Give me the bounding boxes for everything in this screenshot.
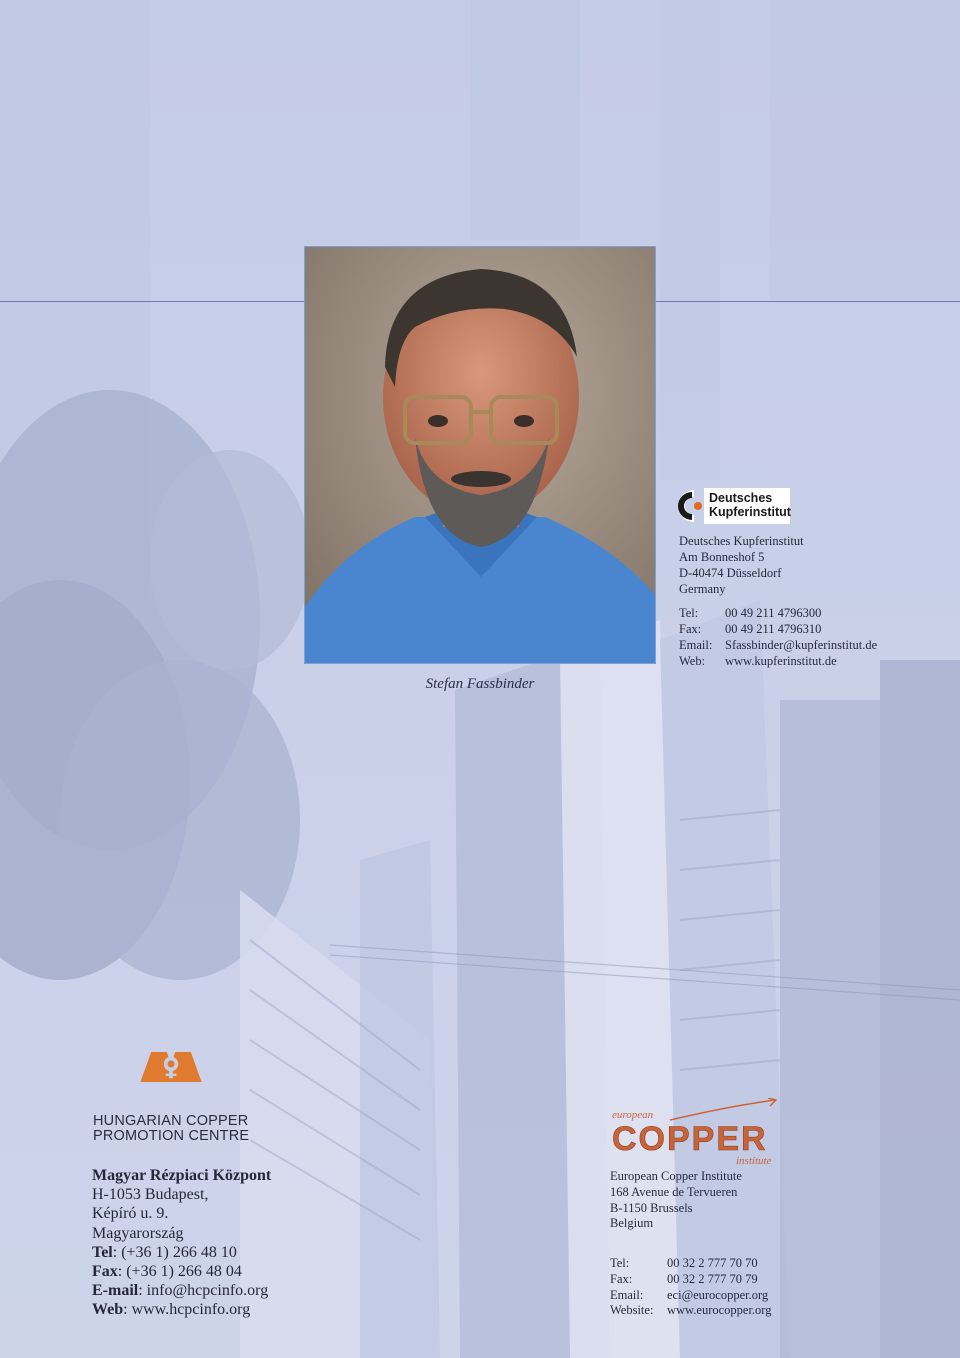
eci-contact-label: Fax: xyxy=(610,1271,633,1286)
eci-contact-row xyxy=(610,1288,772,1304)
hcpc-address xyxy=(92,1166,271,1320)
dki-email-link[interactable]: Sfassbinder@kupferinstitut.de xyxy=(725,638,878,652)
eci-logo-bottom: institute xyxy=(736,1155,772,1167)
dki-logo-line2: Kupferinstitut xyxy=(709,505,791,519)
rule-right xyxy=(656,301,960,302)
eci-address-line: Belgium xyxy=(610,1216,654,1231)
dki-contact-label: Tel: xyxy=(679,606,699,620)
hcpc-contact-label: Web xyxy=(92,1301,124,1319)
dki-contact-label: Web: xyxy=(679,654,706,668)
dki-contact-value: 00 49 211 4796310 xyxy=(725,622,822,636)
hcpc-logo-text xyxy=(93,1114,249,1144)
eci-contact xyxy=(610,1256,772,1319)
dki-contact-value: 00 49 211 4796300 xyxy=(725,606,822,620)
hcpc-contact-label: E-mail xyxy=(92,1282,139,1300)
eci-address-line: European Copper Institute xyxy=(610,1169,742,1183)
eci-logo-main: COPPER xyxy=(612,1120,768,1158)
eci-contact-row xyxy=(610,1256,772,1272)
dki-address-line: D-40474 Düsseldorf xyxy=(679,566,782,580)
portrait-photo xyxy=(304,246,656,664)
eci-contact-value: 00 32 2 777 70 70 xyxy=(667,1256,758,1270)
dki-contact-row xyxy=(679,653,877,669)
eci-contact-label: Email: xyxy=(610,1287,644,1302)
eci-address xyxy=(610,1169,742,1232)
eci-address-line: B-1150 Brussels xyxy=(610,1200,693,1215)
eci-contact-row xyxy=(610,1272,772,1288)
hcpc-contact-row xyxy=(92,1281,271,1300)
hcpc-address-line: Magyarország xyxy=(92,1224,184,1242)
dki-contact-row xyxy=(679,637,877,653)
eci-email-link[interactable]: eci@eurocopper.org xyxy=(667,1287,769,1302)
hcpc-logo-line1: HUNGARIAN COPPER xyxy=(93,1113,249,1129)
dki-logo xyxy=(676,488,792,524)
dki-contact xyxy=(679,605,877,669)
eci-logo xyxy=(610,1098,796,1168)
eci-address-line: 168 Avenue de Tervueren xyxy=(610,1184,738,1199)
hcpc-contact-label: Fax xyxy=(92,1263,118,1281)
dki-contact-label: Fax: xyxy=(679,622,702,636)
eci-contact-label: Website: xyxy=(610,1303,654,1318)
hcpc-logo-line2: PROMOTION CENTRE xyxy=(93,1128,250,1144)
hcpc-address-line: Képíró u. 9. xyxy=(92,1205,169,1223)
eci-logo-top: european xyxy=(612,1109,654,1121)
eci-web-link[interactable]: www.eurocopper.org xyxy=(667,1303,772,1318)
hcpc-contact-value: : (+36 1) 266 48 04 xyxy=(117,1263,242,1281)
dki-address-line: Am Bonneshof 5 xyxy=(679,550,765,564)
hcpc-contact-row xyxy=(92,1262,271,1281)
eci-contact-row xyxy=(610,1303,772,1319)
hcpc-contact-label: Tel xyxy=(92,1243,113,1261)
dki-address xyxy=(679,533,804,597)
hcpc-name: Magyar Rézpiaci Központ xyxy=(92,1167,272,1184)
hcpc-contact-row xyxy=(92,1300,271,1319)
dki-contact-label: Email: xyxy=(679,638,713,652)
hcpc-logo-icon xyxy=(128,1052,238,1112)
hcpc-contact-row xyxy=(92,1243,271,1262)
dki-contact-row xyxy=(679,605,877,621)
hcpc-web-link[interactable]: : www.hcpcinfo.org xyxy=(123,1301,251,1319)
dki-contact-row xyxy=(679,621,877,637)
dki-web-link[interactable]: www.kupferinstitut.de xyxy=(725,654,837,668)
dki-logo-line1: Deutsches xyxy=(709,491,773,505)
eci-contact-label: Tel: xyxy=(610,1256,630,1270)
hcpc-contact-value: : (+36 1) 266 48 10 xyxy=(112,1243,237,1261)
eci-contact-value: 00 32 2 777 70 79 xyxy=(667,1271,758,1286)
hcpc-email-link[interactable]: : info@hcpcinfo.org xyxy=(138,1282,269,1300)
hcpc-address-line: H-1053 Budapest, xyxy=(92,1186,209,1204)
dki-address-line: Deutsches Kupferinstitut xyxy=(679,534,804,548)
dki-address-line: Germany xyxy=(679,582,726,596)
rule-left xyxy=(0,301,304,302)
photo-caption: Stefan Fassbinder xyxy=(425,676,535,692)
